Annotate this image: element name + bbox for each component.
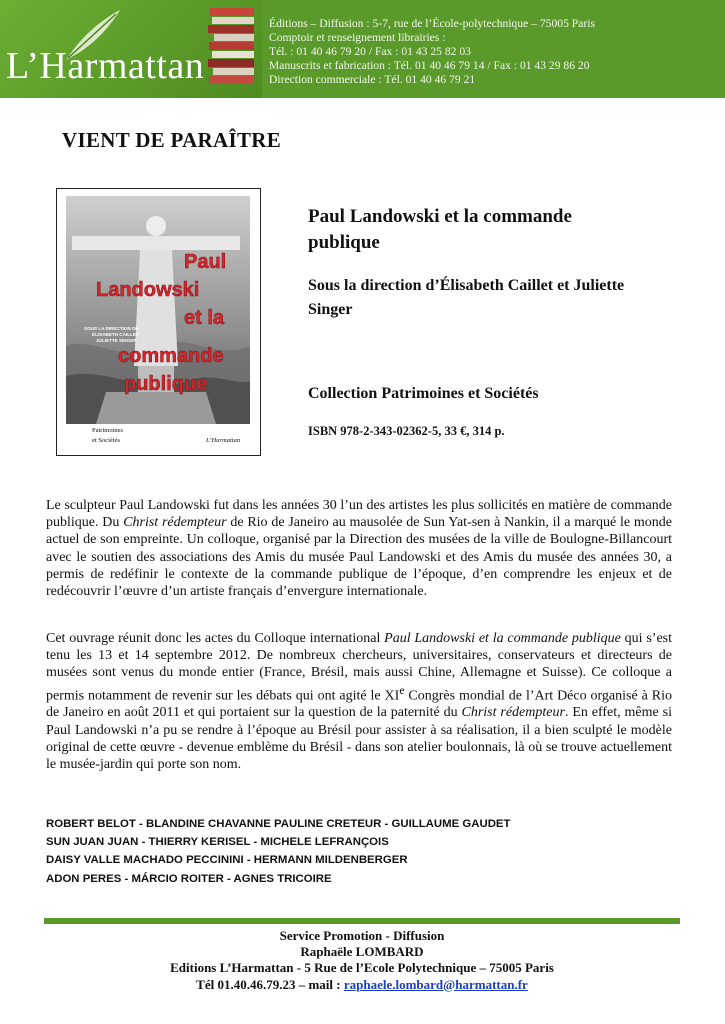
authors-line: ROBERT BELOT - BLANDINE CHAVANNE PAULINE CRETEUR - GUILLAUME GAUDET [46,818,511,830]
footer-divider [44,918,680,924]
phone-text: Tél 01.40.46.79.23 – mail : [196,976,344,992]
cover-title-line: commande [118,345,224,367]
contact-line: Manuscrits et fabrication : Tél. 01 40 46 79 14 / Fax : 01 43 29 86 20 [269,59,590,72]
description-paragraph-1 [46,497,672,600]
footer-line: Raphaële LOMBARD [300,944,424,960]
footer-line: Service Promotion - Diffusion [279,928,445,943]
contact-line: Tél. : 01 40 46 79 20 / Fax : 01 43 25 82 03 [269,45,471,58]
logo-text: L’Harmattan [6,45,205,87]
contact-line: Direction commerciale : Tél. 01 40 46 79 21 [269,73,476,86]
cover-art [66,196,250,446]
contact-line: Éditions – Diffusion : 5-7, rue de l’École-polytechnique – 75005 Paris [269,17,595,30]
cover-credit-line: SOUS LA DIRECTION DE [84,326,139,331]
text-run: qui s’est tenu les 13 et 14 septembre 2012. De nombreux chercheurs, universitaires, conservateurs et directeurs de musées sont venus du monde entier (France, Brésil, mais aussi Chine, Allemagne et Suisse). Ce colloque a permis notamment de revenir sur les débats qui ont agité le XI [46,631,672,704]
cover-title-line: publique [124,373,208,395]
superscript: e [399,683,405,697]
description-paragraph-2 [46,630,672,773]
cover-credit-line: ÉLISABETH CAILLET [92,332,139,337]
footer-line: Editions L’Harmattan - 5 Rue de l’Ecole Polytechnique – 75005 Paris [170,960,554,976]
page-title: VIENT DE PARAÎTRE [62,128,282,152]
cover-credit-line: JULIETTE SINGER [96,338,137,343]
cover-title-line: et la [184,307,225,329]
text-run: Cet ouvrage réunit donc les actes du Colloque international [46,631,385,646]
authors-list [46,815,686,888]
contact-info [269,17,719,87]
books-icon [206,6,260,92]
authors-line: DAISY VALLE MACHADO PECCININI - HERMANN MILDENBERGER [46,854,408,867]
book-cover[interactable] [66,196,250,446]
book-collection: Collection Patrimoines et Sociétés [308,385,539,402]
cover-title-line: Landowski [96,279,200,301]
text-run: Congrès mondial de l’Art Déco organisé à Rio de Janeiro en août 2011 et qui portaient sur la question de la paternité du [46,688,672,721]
contact-line: Comptoir et renseignement librairies : [269,31,446,44]
cover-collection-line: Patrimoines [92,427,124,434]
book-editors: Sous la direction d’Élisabeth Caillet et Juliette Singer [308,277,625,318]
authors-line: ADON PERES - MÁRCIO ROITER - AGNES TRICOIRE [46,872,332,885]
text-run: Le sculpteur Paul Landowski fut dans les années 30 l’un des artistes les plus sollicités en matière de commande publique. Du [46,498,672,531]
authors-line: SUN JUAN JUAN - THIERRY KERISEL - MICHELE LEFRANÇOIS [46,836,389,849]
cover-publisher: L’Harmattan [206,437,241,444]
email-link[interactable]: raphaele.lombard@harmattan.fr [343,976,528,992]
text-run: de Rio de Janeiro au mausolée de Sun Yat-sen à Nankin, il a marqué le monde actuel de son empreinte. Un colloque, organisé par la Direction des musées de la ville de Boulogne-Billancourt avec le soutien des associations des Amis du musée Paul Landowski et des Amis du musée des années 30, a permis de redéfinir le contexte de la commande publique de l’époque, d’en comprendre les enjeux et de redécouvrir l’œuvre d’un artiste français d’envergure internationale. [46,515,673,600]
cover-title-line: Paul [184,251,227,273]
italic-title: Paul Landowski et la commande publique [384,631,621,646]
footer-contact [40,928,684,993]
cover-collection-line: et Sociétés [92,437,120,444]
book-title: Paul Landowski et la commande publique [308,206,572,253]
header-banner [0,0,725,98]
book-isbn: ISBN 978-2-343-02362-5, 33 €, 314 p. [308,424,505,438]
footer-line [40,977,684,993]
text-run: . En effet, même si Paul Landowski n’a pu se rendre à l’époque au Brésil pour assister à sa réalisation, il a bien sculpté le modèle original de cette œuvre - devenue emblème du Brésil - dans son atelier boulonnais, là où se trouve actuellement le musée-jardin qui porte son nom. [46,705,672,773]
italic-title: Christ rédempteur [123,515,227,531]
publisher-logo[interactable] [0,0,262,98]
italic-title: Christ rédempteur [461,705,565,721]
